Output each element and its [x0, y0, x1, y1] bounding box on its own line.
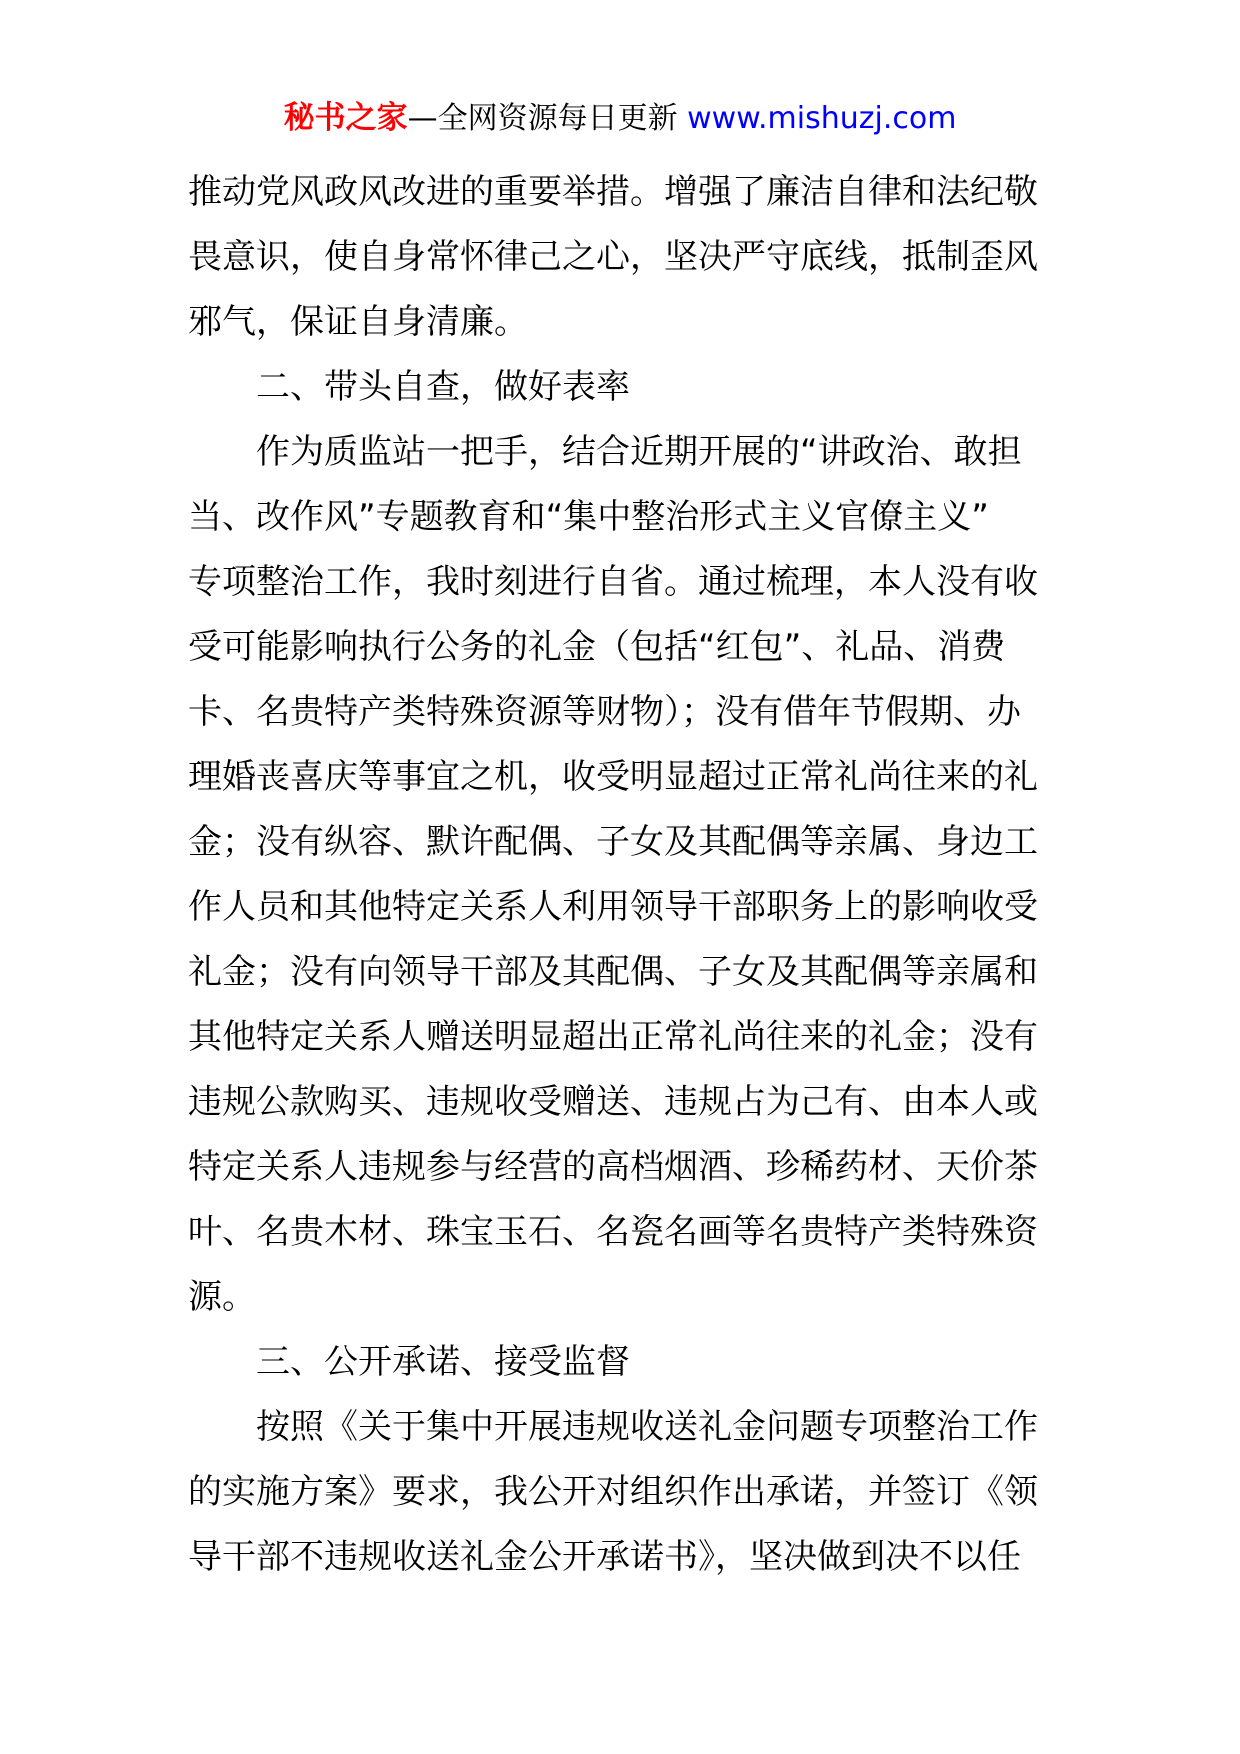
paragraph-line: 特定关系人违规参与经营的高档烟酒、珍稀药材、天价茶: [188, 1147, 1038, 1187]
paragraph-line: 金；没有纵容、默许配偶、子女及其配偶等亲属、身边工: [188, 822, 1038, 862]
paragraph-line: 违规公款购买、违规收受赠送、违规占为己有、由本人或: [188, 1082, 1038, 1122]
document-body: [188, 160, 1058, 1590]
paragraph-line: 推动党风政风改进的重要举措。增强了廉洁自律和法纪敬: [188, 172, 1038, 212]
section-heading-3: 三、公开承诺、接受监督: [256, 1342, 630, 1382]
paragraph-line: 导干部不违规收送礼金公开承诺书》，坚决做到决不以任: [188, 1537, 1021, 1577]
paragraph-line: 按照《关于集中开展违规收送礼金问题专项整治工作: [256, 1407, 1038, 1447]
paragraph-line: 源。: [188, 1277, 256, 1317]
paragraph-line: 当、改作风”专题教育和“集中整治形式主义官僚主义”: [188, 497, 989, 537]
paragraph-line: 受可能影响执行公务的礼金（包括“红包”、礼品、消费: [188, 627, 1006, 667]
paragraph-line: 作人员和其他特定关系人利用领导干部职务上的影响收受: [188, 887, 1038, 927]
paragraph-line: 的实施方案》要求，我公开对组织作出承诺，并签订《领: [188, 1472, 1038, 1512]
paragraph-line: 作为质监站一把手，结合近期开展的“讲政治、敢担: [256, 432, 1022, 472]
section-heading-2: 二、带头自查，做好表率: [256, 367, 630, 407]
site-url[interactable]: www.mishuzj.com: [687, 101, 957, 136]
paragraph-line: 邪气，保证自身清廉。: [188, 302, 528, 342]
paragraph-line: 其他特定关系人赠送明显超出正常礼尚往来的礼金；没有: [188, 1017, 1038, 1057]
paragraph-line: 叶、名贵木材、珠宝玉石、名瓷名画等名贵特产类特殊资: [188, 1212, 1038, 1252]
paragraph-line: 畏意识，使自身常怀律己之心，坚决严守底线，抵制歪风: [188, 237, 1038, 277]
header-tagline: —全网资源每日更新: [407, 101, 688, 136]
site-header: [0, 98, 1240, 139]
paragraph-line: 专项整治工作，我时刻进行自省。通过梳理，本人没有收: [188, 562, 1038, 602]
brand-name: 秘书之家: [283, 100, 408, 136]
paragraph-line: 卡、名贵特产类特殊资源等财物）；没有借年节假期、办: [188, 692, 1021, 732]
paragraph-line: 礼金；没有向领导干部及其配偶、子女及其配偶等亲属和: [188, 952, 1038, 992]
paragraph-line: 理婚丧喜庆等事宜之机，收受明显超过正常礼尚往来的礼: [188, 757, 1038, 797]
